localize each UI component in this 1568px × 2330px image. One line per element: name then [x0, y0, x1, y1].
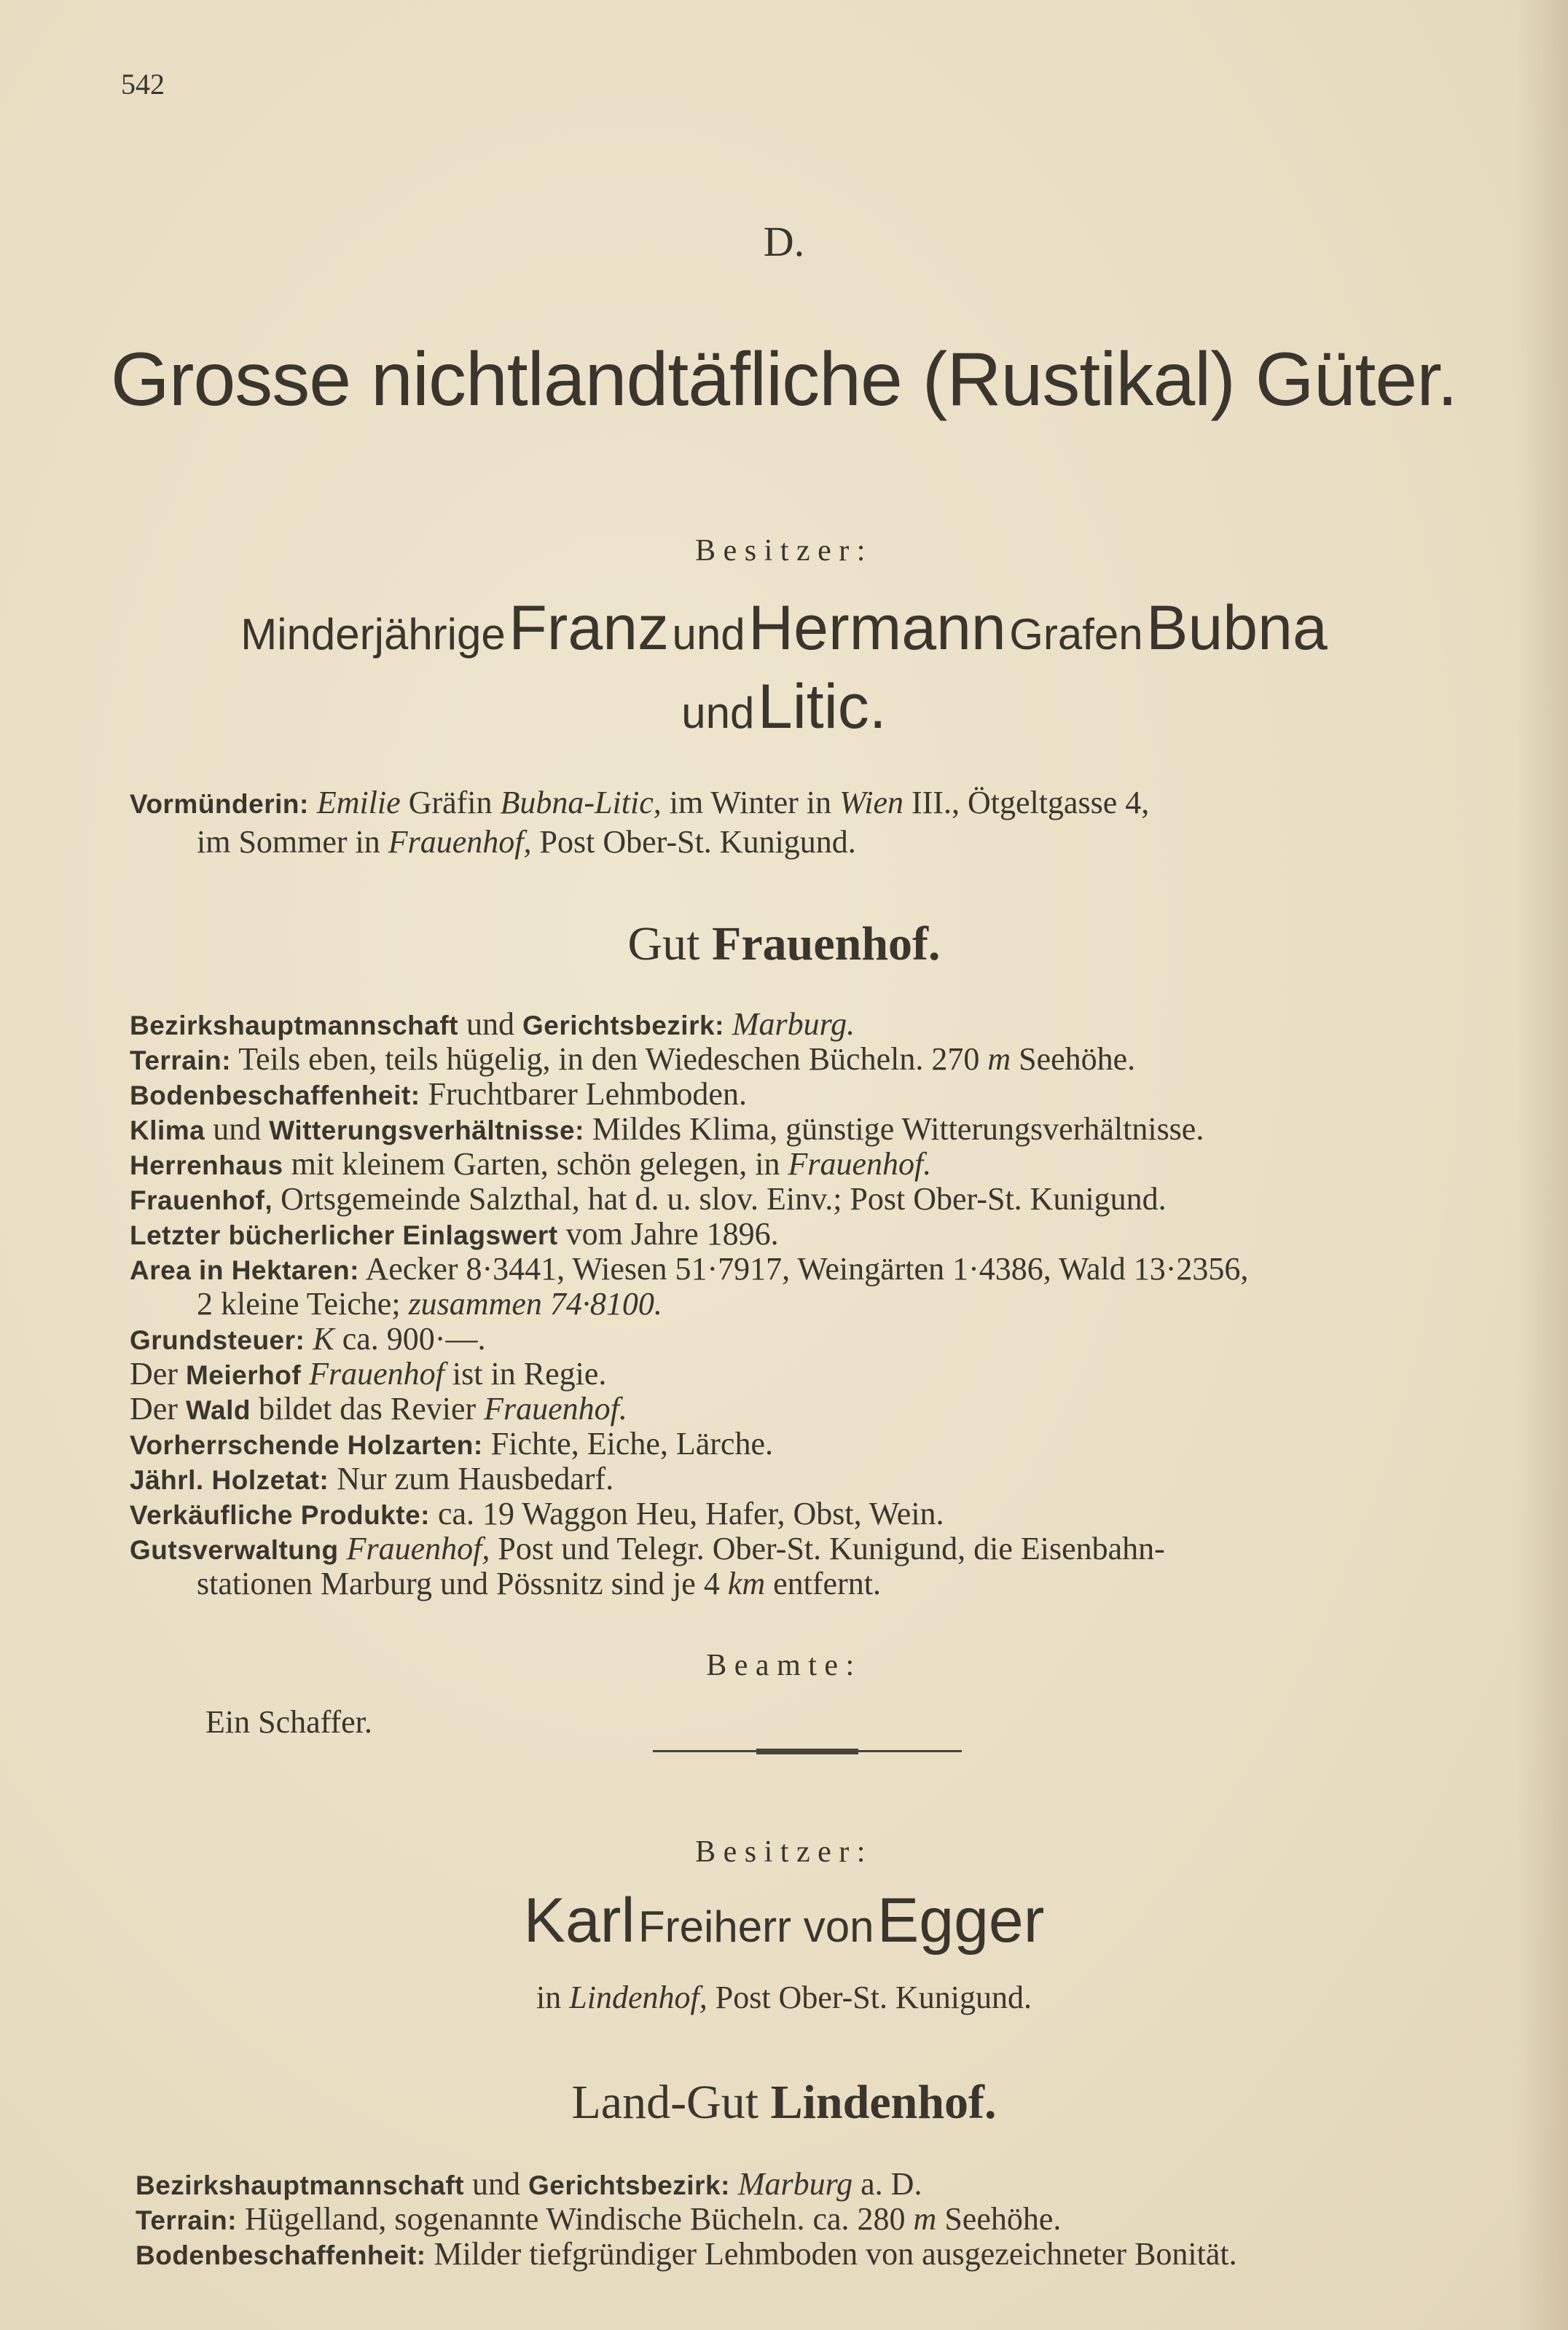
owner-line-2 — [0, 670, 1568, 761]
entry-value: bildet das Revier — [258, 1391, 477, 1427]
entry2-terrain — [136, 2202, 1061, 2238]
gut-prefix: Gut — [627, 917, 700, 970]
entry-label: Vorherrschende Holzarten — [130, 1430, 474, 1460]
guardian-text-4: Post Ober-St. Kunigund. — [539, 824, 856, 860]
entry-label-2: Gerichtsbezirk — [522, 1011, 716, 1040]
entry-timber-yield — [130, 1462, 614, 1498]
entry-value-italic: Marburg. — [732, 1006, 855, 1042]
entry-label-2: Witterungsverhältnisse — [269, 1115, 576, 1145]
entry-label: Letzter bücherlicher Einlagswert — [130, 1220, 558, 1250]
guardian-place: Frauenhof, — [388, 824, 532, 860]
entry-value-italic: Frauenhof. — [788, 1146, 932, 1182]
entry-label: Grundsteuer — [130, 1325, 296, 1355]
guardian-title: Gräfin — [408, 785, 493, 820]
owner-and: und — [672, 610, 745, 659]
entry-value: Aecker 8·3441, Wiesen 51·7917, Weingärten 1·4386, Wald 13·2356, — [365, 1251, 1249, 1287]
residence-post: Post Ober-St. Kunigund. — [715, 1980, 1032, 2015]
owner2-first-name: Karl — [523, 1886, 635, 1956]
entry-value: ist in Regie. — [452, 1356, 607, 1392]
entry-value-italic: Frauenhof — [309, 1356, 444, 1392]
entry-administration — [130, 1531, 1165, 1568]
entry-colon: : — [410, 1080, 420, 1110]
entry-connector: und — [466, 1006, 514, 1042]
section-letter: D. — [763, 218, 805, 265]
entry-colon: : — [295, 1325, 305, 1355]
owner2-surname: Egger — [877, 1886, 1045, 1956]
entry-terrain — [130, 1042, 1135, 1078]
owner2-title: Freiherr von — [638, 1902, 874, 1951]
entry-manor — [130, 1147, 931, 1183]
entry-value-italic: Marburg — [737, 2166, 853, 2202]
entry-meierhof — [130, 1357, 606, 1393]
entry-connector: und — [213, 1111, 262, 1147]
entry-label: Terrain — [130, 1046, 222, 1075]
owner-line-estate-2 — [0, 1884, 1568, 1975]
main-title: Grosse nichtlandtäfliche (Rustikal) Güter. — [110, 337, 1458, 422]
owner2-residence — [0, 1980, 1568, 2015]
guardian-colon: : — [299, 789, 309, 819]
entry-forest — [130, 1392, 627, 1428]
entry-value: mit kleinem Garten, schön gelegen, in — [291, 1146, 780, 1182]
entry-value: vom Jahre 1896. — [565, 1216, 779, 1252]
owner-heading-1: Besitzer: — [695, 534, 873, 568]
section-divider-center — [756, 1749, 858, 1754]
entry-district — [130, 1007, 855, 1043]
entry-colon: : — [416, 2240, 426, 2270]
owner-prefix: Minderjährige — [240, 610, 506, 659]
entry-value: Fichte, Eiche, Lärche. — [490, 1426, 773, 1462]
entry-value: ca. 19 Waggon Heu, Hafer, Obst, Wein. — [437, 1496, 944, 1531]
entry-connector: und — [472, 2166, 520, 2202]
entry-value: Nur zum Hausbedarf. — [337, 1461, 614, 1497]
entry-value: Teils eben, teils hügelig, in den Wiedeschen Bücheln. 270 — [238, 1041, 980, 1077]
entry-soil — [130, 1077, 747, 1113]
page-number: 542 — [121, 68, 165, 101]
entry-products — [130, 1497, 944, 1533]
entry-label: Frauenhof, — [130, 1185, 273, 1215]
entry-value-italic: m — [987, 1041, 1011, 1077]
guardian-label: Vormünderin — [130, 789, 299, 819]
entry-value: Mildes Klima, günstige Witterungsverhältnisse. — [592, 1111, 1204, 1147]
entry-area — [130, 1252, 1248, 1288]
entry-value-italic: zusammen 74·8100. — [408, 1286, 662, 1322]
entry-colon: : — [319, 1465, 329, 1495]
entry-municipality — [130, 1182, 1167, 1218]
owner-and-2: und — [681, 689, 755, 737]
entry-label: Wald — [185, 1395, 251, 1425]
entry-value: a. D. — [861, 2166, 922, 2202]
guardian-text-2: III., Ötgeltgasse 4, — [912, 785, 1150, 820]
entry-label: Gutsverwaltung — [130, 1535, 339, 1565]
entry-label: Verkäufliche Produkte — [130, 1500, 421, 1530]
owner-surname-2: Litic. — [757, 672, 887, 742]
owner-heading-2: Besitzer: — [695, 1835, 873, 1869]
entry-value: Milder tiefgründiger Lehmboden von ausgezeichneter Bonität. — [434, 2236, 1237, 2272]
entry-label: Terrain — [136, 2205, 228, 2235]
entry-colon: : — [350, 1255, 359, 1285]
entry-prefix: Der — [130, 1356, 178, 1392]
entry-value: Hügelland, sogenannte Windische Bücheln. ca. 280 — [245, 2201, 906, 2237]
residence-prefix: in — [536, 1980, 562, 2015]
gut-name: Frauenhof. — [712, 917, 941, 970]
entry-label: Meierhof — [185, 1360, 302, 1390]
entry-value-italic: Frauenhof, — [346, 1531, 490, 1566]
gut-heading-2 — [0, 2075, 1568, 2130]
entry-label: Bezirkshauptmannschaft — [136, 2170, 464, 2200]
entry-label: Bezirkshauptmannschaft — [130, 1011, 458, 1040]
entry-climate — [130, 1112, 1204, 1148]
entry-colon: : — [575, 1115, 584, 1145]
owner-title: Grafen — [1009, 610, 1143, 659]
gut-heading-1 — [0, 917, 1568, 972]
entry-label: Bodenbeschaffenheit — [136, 2240, 417, 2270]
guardian-line-1 — [130, 785, 1149, 822]
owner-second-name: Hermann — [748, 593, 1006, 663]
owner-first-name: Franz — [509, 593, 670, 663]
owner-line-1 — [0, 592, 1568, 683]
entry-colon: : — [473, 1430, 483, 1460]
guardian-text-3: im Sommer in — [197, 824, 380, 860]
entry-value-italic: m — [913, 2201, 937, 2237]
entry-value-italic: km — [727, 1566, 766, 1601]
entry-value-tail: Seehöhe. — [1019, 1041, 1136, 1077]
residence-place: Lindenhof, — [569, 1980, 707, 2015]
entry2-soil — [136, 2237, 1237, 2273]
entry-registry-value — [130, 1217, 779, 1253]
entry-land-tax — [130, 1322, 485, 1358]
guardian-text-1: im Winter in — [669, 785, 832, 820]
entry-label: Bodenbeschaffenheit — [130, 1080, 411, 1110]
entry-value-italic: K — [313, 1321, 334, 1357]
entry-administration-cont — [197, 1566, 881, 1601]
entry-prefix: Der — [130, 1391, 178, 1427]
officials-heading: Beamte: — [706, 1649, 862, 1682]
guardian-first-name: Emilie — [316, 785, 401, 820]
entry-area-cont — [197, 1287, 662, 1322]
guardian-line-2 — [197, 825, 856, 860]
gut2-prefix: Land-Gut — [571, 2076, 759, 2129]
entry-value: Post und Telegr. Ober-St. Kunigund, die Eisenbahn- — [498, 1531, 1165, 1566]
entry-colon: : — [227, 2205, 238, 2235]
entry-label: Area in Hektaren — [130, 1255, 350, 1285]
entry-colon: : — [222, 1046, 232, 1075]
entry2-district — [136, 2167, 922, 2203]
entry-label: Jährl. Holzetat — [130, 1465, 320, 1495]
gut2-name: Lindenhof. — [770, 2076, 997, 2129]
entry-value-tail: entfernt. — [773, 1566, 881, 1601]
guardian-last-name: Bubna-Litic, — [500, 785, 662, 820]
guardian-city: Wien — [839, 785, 903, 820]
officials-text: Ein Schaffer. — [205, 1704, 372, 1740]
entry-colon: : — [420, 1500, 430, 1530]
entry-value: Ortsgemeinde Salzthal, hat d. u. slov. Einv.; Post Ober-St. Kunigund. — [281, 1181, 1167, 1217]
entry-label: Herrenhaus — [130, 1150, 283, 1180]
entry-value-tail: Seehöhe. — [944, 2201, 1062, 2237]
entry-label: Klima — [130, 1115, 205, 1145]
entry-tree-species — [130, 1427, 773, 1463]
entry-value-italic: Frauenhof. — [484, 1391, 627, 1427]
entry-label-2: Gerichtsbezirk — [528, 2170, 721, 2200]
entry-value: Fruchtbarer Lehmboden. — [428, 1076, 747, 1112]
entry-value: ca. 900·—. — [342, 1321, 486, 1357]
entry-value: 2 kleine Teiche; — [197, 1286, 401, 1322]
entry-value: stationen Marburg und Pössnitz sind je 4 — [197, 1566, 720, 1601]
entry-colon: : — [715, 1011, 724, 1040]
owner-surname: Bubna — [1146, 593, 1328, 663]
entry-colon: : — [721, 2170, 730, 2200]
